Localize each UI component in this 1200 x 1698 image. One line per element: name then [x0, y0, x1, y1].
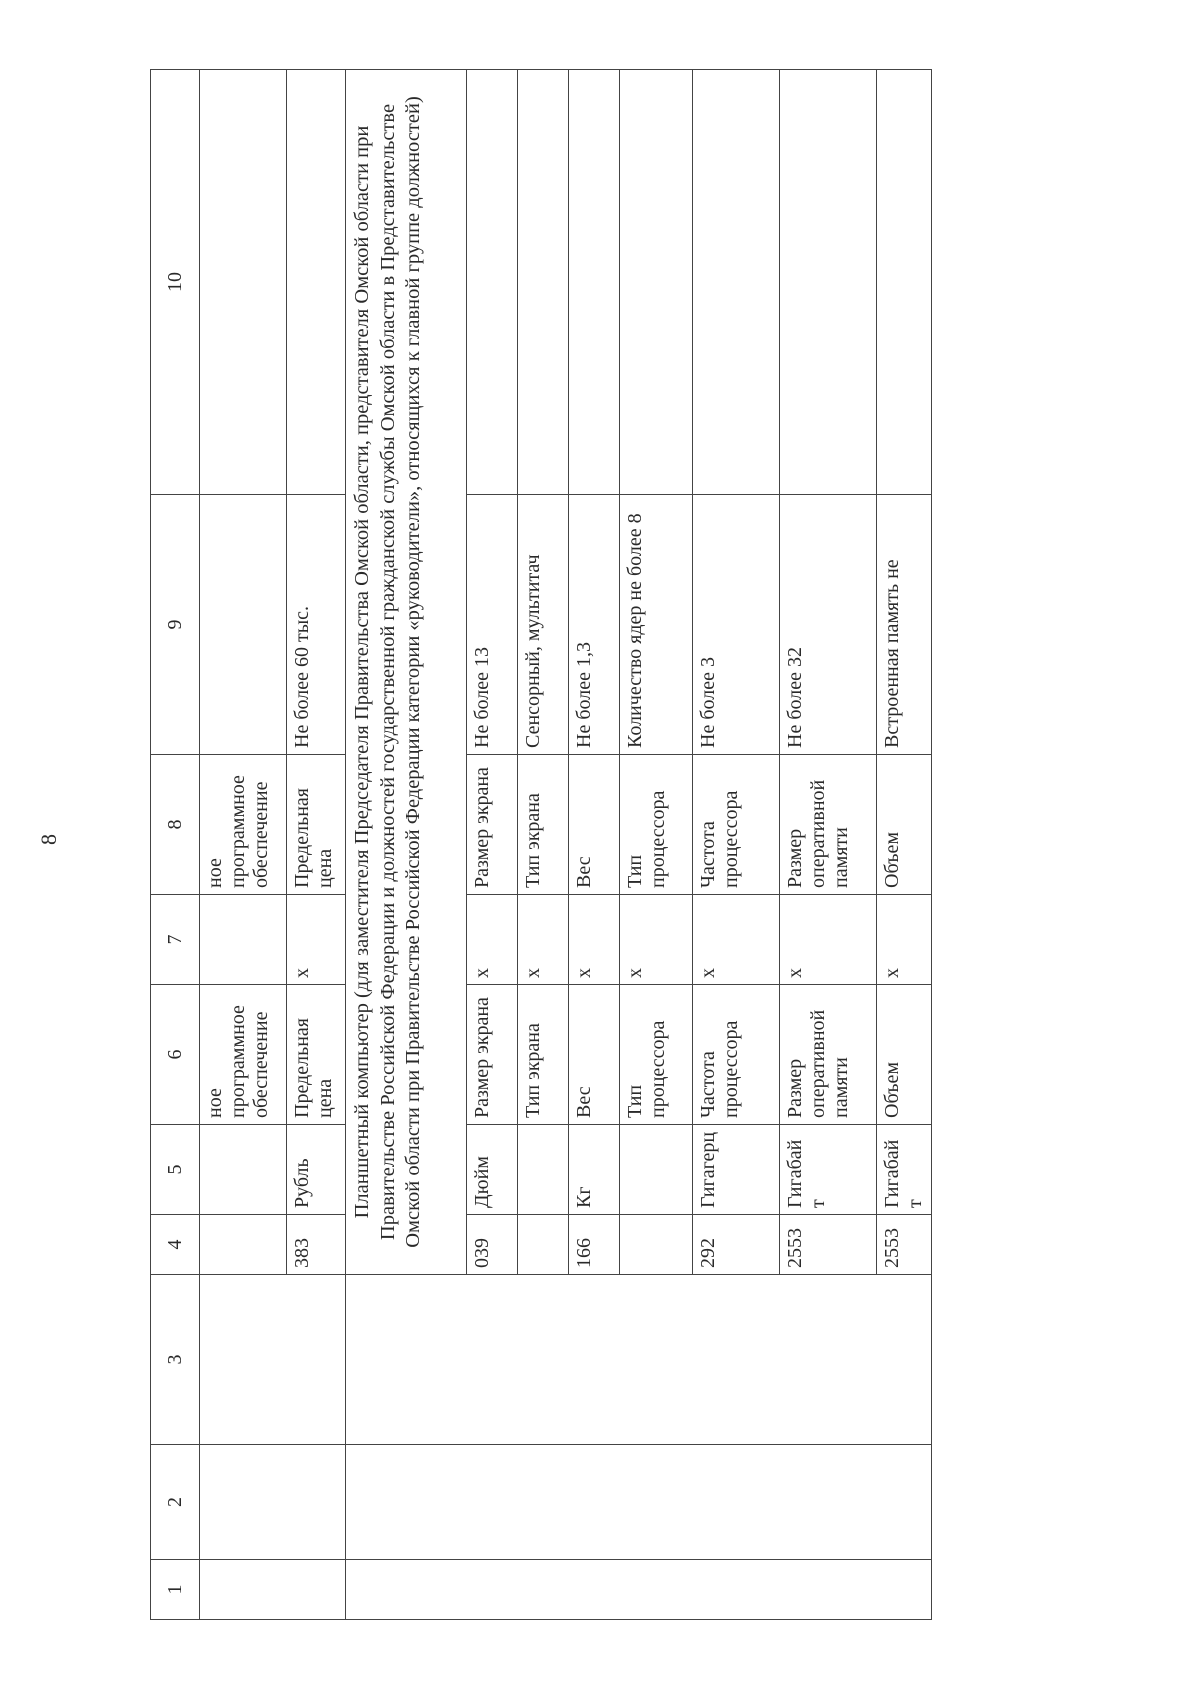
table-cell: 383 — [287, 1215, 346, 1275]
table-cell — [780, 70, 877, 495]
table-cell — [518, 1275, 569, 1445]
table-cell: Встроенная память не — [877, 495, 932, 755]
column-number: 9 — [151, 495, 200, 755]
table-cell — [693, 1445, 780, 1560]
table-cell — [693, 1560, 780, 1620]
table-cell: Кг — [569, 1125, 620, 1215]
table-cell — [620, 1275, 693, 1445]
table-cell — [467, 70, 518, 495]
table-cell — [780, 1275, 877, 1445]
table-cell: Тип экрана — [518, 985, 569, 1125]
section-heading-row — [346, 70, 467, 1620]
table-cell — [877, 1445, 932, 1560]
table-cell — [693, 1275, 780, 1445]
table-cell — [287, 1445, 346, 1560]
table-cell: Не более 60 тыс. — [287, 495, 346, 755]
table-cell: x — [569, 895, 620, 985]
table-cell — [569, 1275, 620, 1445]
table-cell: Дюйм — [467, 1125, 518, 1215]
table-cell — [518, 70, 569, 495]
table-cell: ное программное обеспечение — [200, 755, 287, 895]
table-cell: Размер оперативной памяти — [780, 755, 877, 895]
table-row — [467, 70, 518, 1620]
table-cell: Рубль — [287, 1125, 346, 1215]
table-cell — [620, 1560, 693, 1620]
table-cell — [620, 1215, 693, 1275]
table-cell: x — [693, 895, 780, 985]
table-row — [620, 70, 693, 1620]
table-cell — [518, 1560, 569, 1620]
table-cell: Сенсорный, мультитач — [518, 495, 569, 755]
column-number: 10 — [151, 70, 200, 495]
table-cell: Объем — [877, 985, 932, 1125]
table-cell: Частота процессора — [693, 985, 780, 1125]
table-cell — [620, 70, 693, 495]
table-cell: 2553 — [780, 1215, 877, 1275]
table-row — [693, 70, 780, 1620]
table-cell: Вес — [569, 755, 620, 895]
table-cell — [780, 1445, 877, 1560]
table-cell — [877, 1560, 932, 1620]
table-cell: x — [518, 895, 569, 985]
table-cell — [518, 1125, 569, 1215]
table-cell — [569, 1445, 620, 1560]
column-number: 4 — [151, 1215, 200, 1275]
table-cell — [200, 1560, 287, 1620]
table-cell: 292 — [693, 1215, 780, 1275]
table-cell: Предельная цена — [287, 985, 346, 1125]
table-row — [780, 70, 877, 1620]
table-cell: Гигагерц — [693, 1125, 780, 1215]
table-cell: Тип экрана — [518, 755, 569, 895]
table-cell: Объем — [877, 755, 932, 895]
table-cell — [346, 1445, 467, 1560]
table-cell — [200, 1445, 287, 1560]
rotated-page-content — [150, 70, 1000, 1620]
table-cell: Гигабайт — [780, 1125, 877, 1215]
column-number: 7 — [151, 895, 200, 985]
column-number: 1 — [151, 1560, 200, 1620]
table-cell: Тип процессора — [620, 985, 693, 1125]
table-cell — [200, 1125, 287, 1215]
table-cell — [287, 1560, 346, 1620]
table-cell — [467, 1560, 518, 1620]
table-cell — [877, 70, 932, 495]
table-cell: Не более 1,3 — [569, 495, 620, 755]
column-number: 2 — [151, 1445, 200, 1560]
table-cell: Не более 32 — [780, 495, 877, 755]
table-cell: Гигабайт — [877, 1125, 932, 1215]
table-cell: 039 — [467, 1215, 518, 1275]
specs-table — [150, 69, 932, 1620]
table-cell — [467, 1445, 518, 1560]
table-cell — [620, 1445, 693, 1560]
table-cell — [620, 1125, 693, 1215]
table-cell — [518, 1445, 569, 1560]
table-cell: 166 — [569, 1215, 620, 1275]
table-cell: Не более 3 — [693, 495, 780, 755]
table-row — [287, 70, 346, 1620]
table-cell: x — [287, 895, 346, 985]
table-cell: Размер оперативной памяти — [780, 985, 877, 1125]
column-number: 6 — [151, 985, 200, 1125]
table-cell — [200, 1275, 287, 1445]
table-cell — [287, 1275, 346, 1445]
table-cell: Частота процессора — [693, 755, 780, 895]
table-row — [877, 70, 932, 1620]
table-cell: Количество ядер не более 8 — [620, 495, 693, 755]
table-cell — [200, 1215, 287, 1275]
table-cell: Вес — [569, 985, 620, 1125]
table-cell — [518, 1215, 569, 1275]
table-cell: x — [620, 895, 693, 985]
table-row — [200, 70, 287, 1620]
table-cell: Размер экрана — [467, 985, 518, 1125]
table-cell — [200, 895, 287, 985]
table-cell: x — [780, 895, 877, 985]
section-heading: Планшетный компьютер (для заместителя Председателя Правительства Омской области, представителя Омской области при Правительстве Российской Федерации и должностей государственной гражданской службы Омской области в Представительстве Омской области при Правительстве Российской Федерации категории «руководители», относящихся к главной группе должностей) — [346, 70, 467, 1275]
table-row — [569, 70, 620, 1620]
table-cell: Размер экрана — [467, 755, 518, 895]
table-row — [518, 70, 569, 1620]
table-cell — [569, 70, 620, 495]
column-number-row — [151, 70, 200, 1620]
table-cell — [780, 1560, 877, 1620]
table-cell — [569, 1560, 620, 1620]
table-cell: Тип процессора — [620, 755, 693, 895]
table-cell — [346, 1275, 467, 1445]
table-cell — [467, 1275, 518, 1445]
table-cell: ное программное обеспечение — [200, 985, 287, 1125]
table-cell — [287, 70, 346, 495]
page-number: 8 — [36, 834, 61, 845]
table-cell: 2553 — [877, 1215, 932, 1275]
table-cell — [200, 70, 287, 495]
column-number: 5 — [151, 1125, 200, 1215]
column-number: 3 — [151, 1275, 200, 1445]
table-cell — [693, 70, 780, 495]
column-number: 8 — [151, 755, 200, 895]
table-cell: x — [877, 895, 932, 985]
table-cell: Не более 13 — [467, 495, 518, 755]
table-cell: x — [467, 895, 518, 985]
table-cell — [346, 1560, 467, 1620]
table-cell — [200, 495, 287, 755]
table-cell: Предельная цена — [287, 755, 346, 895]
table-cell — [877, 1275, 932, 1445]
